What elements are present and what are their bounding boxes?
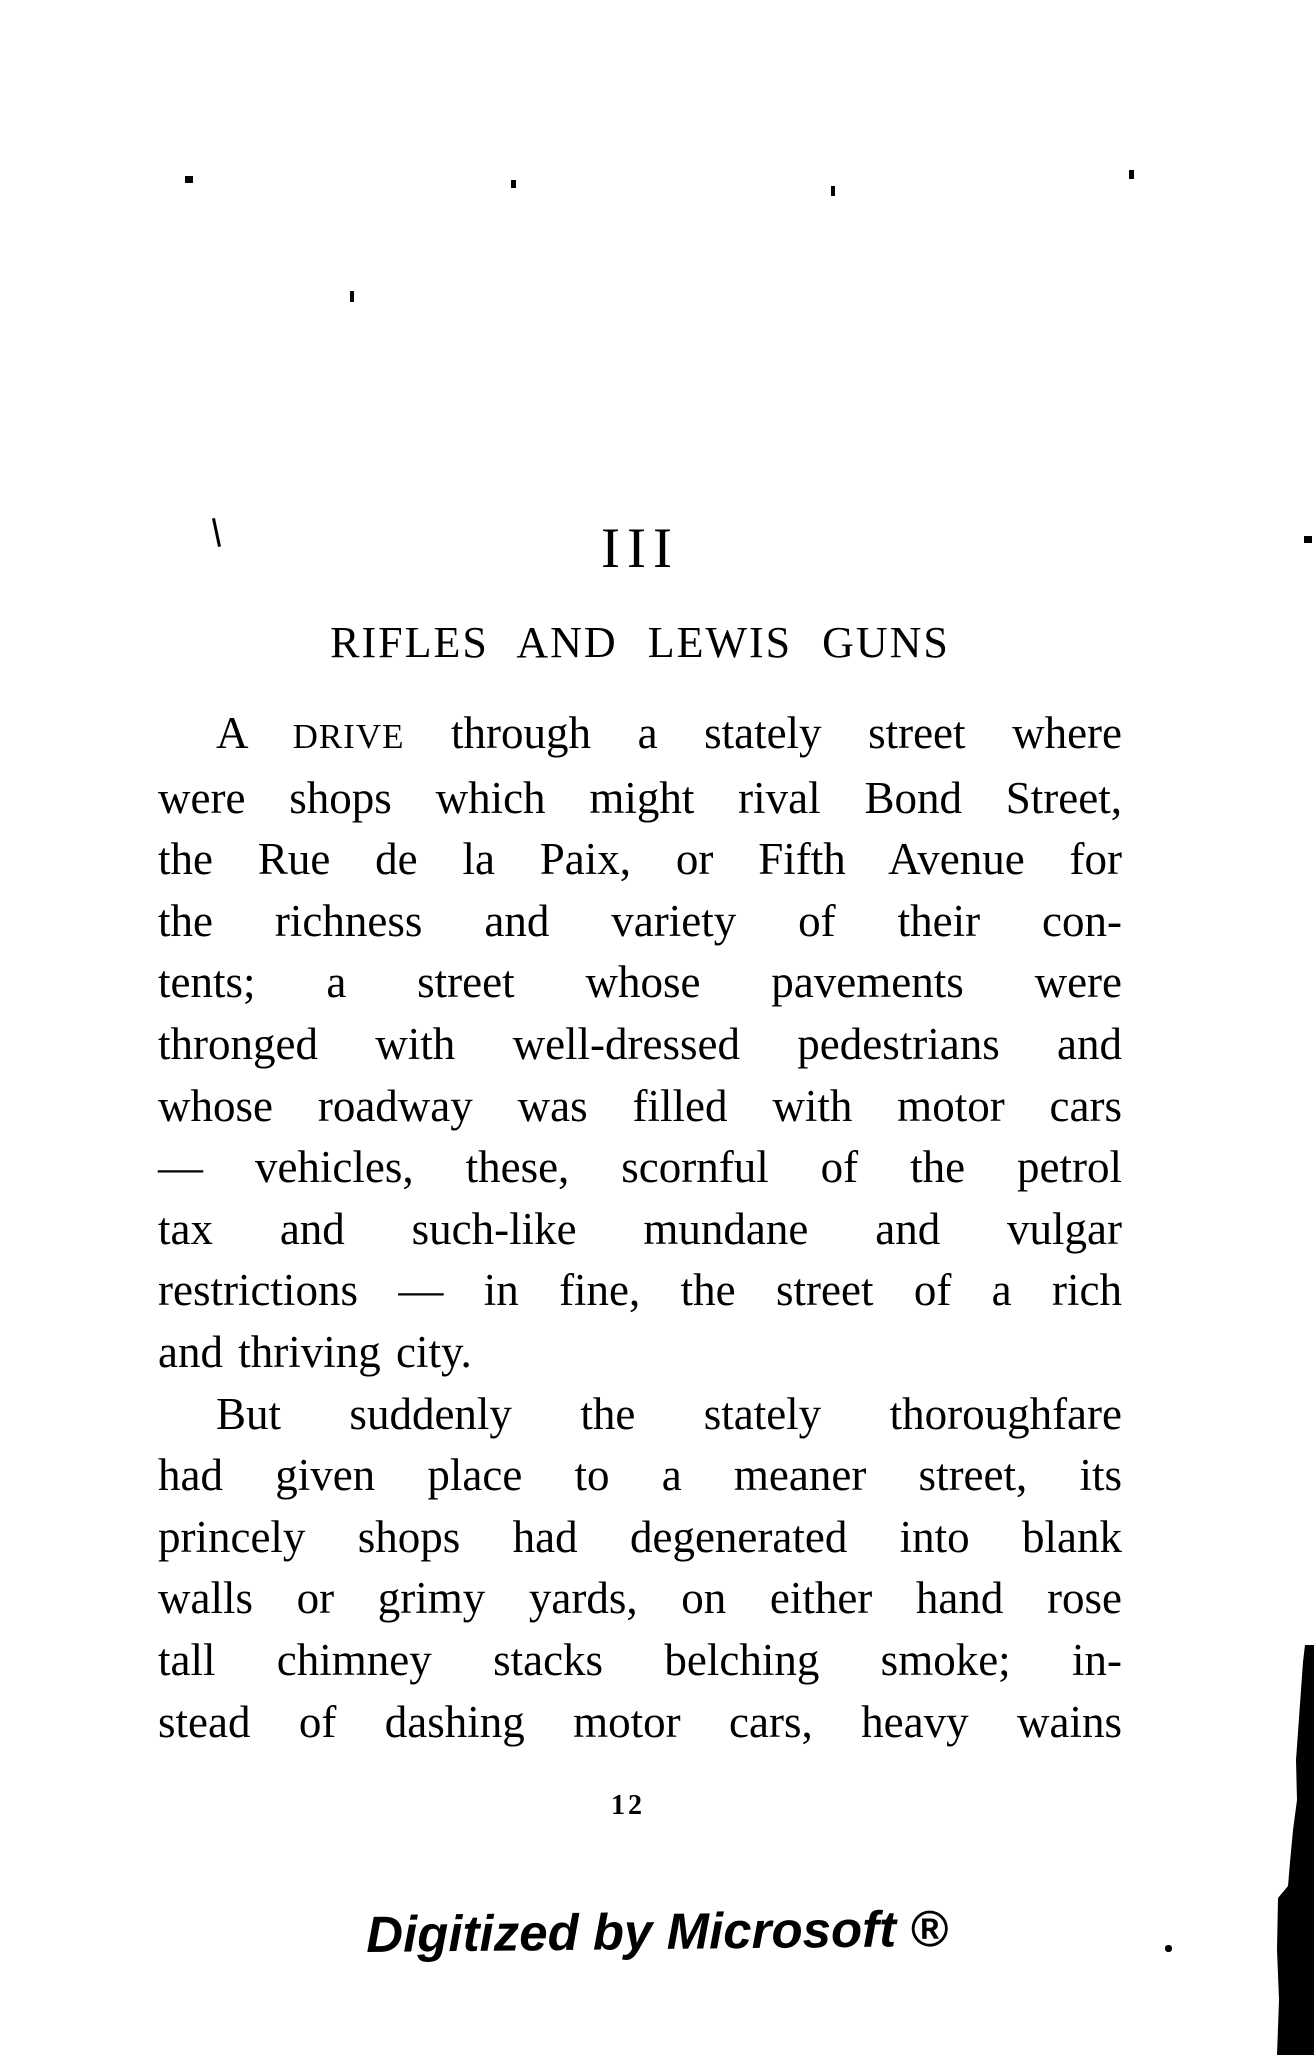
text-segment: walls or grimy yards, on either hand rose: [158, 1573, 1122, 1624]
text-line: [158, 1692, 1122, 1754]
text-segment: and thriving city.: [158, 1326, 472, 1377]
ink-speckle: [1129, 170, 1134, 179]
chapter-numeral: III: [601, 517, 679, 580]
text-line: [158, 1507, 1122, 1569]
ink-speckle: [185, 176, 193, 183]
text-line: [158, 891, 1122, 953]
body-text: [158, 703, 1122, 1753]
text-line: [158, 703, 1122, 768]
text-segment: — vehicles, these, scornful of the petrol: [158, 1142, 1122, 1193]
text-line: [158, 1076, 1122, 1138]
text-line: [158, 1260, 1122, 1322]
text-segment: stead of dashing motor cars, heavy wains: [158, 1696, 1122, 1747]
text-line: [158, 768, 1122, 830]
text-line: [158, 1322, 1122, 1384]
text-segment: tax and such-like mundane and vulgar: [158, 1203, 1122, 1254]
text-line: [158, 1630, 1122, 1692]
text-line: [158, 829, 1122, 891]
watermark-text: Digitized by Microsoft ®: [365, 1899, 949, 1964]
text-line: [158, 1137, 1122, 1199]
text-segment: tall chimney stacks belching smoke; in-: [158, 1634, 1122, 1685]
text-segment: the Rue de la Paix, or Fifth Avenue for: [158, 834, 1122, 885]
ink-speckle: [831, 186, 835, 196]
text-line: [158, 1014, 1122, 1076]
text-segment: thronged with well-dressed pedestrians and: [158, 1018, 1122, 1069]
ink-speckle: [350, 291, 354, 302]
text-line: [158, 1199, 1122, 1261]
text-segment: restrictions — in fine, the street of a rich: [158, 1265, 1122, 1316]
text-segment: tents; a street whose pavements were: [158, 957, 1122, 1008]
small-caps-word: DRIVE: [292, 717, 405, 756]
ink-speckle: [1304, 536, 1312, 543]
text-segment: were shops which might rival Bond Street,: [158, 772, 1122, 823]
text-segment: princely shops had degenerated into blank: [158, 1511, 1122, 1562]
text-segment: had given place to a meaner street, its: [158, 1450, 1122, 1501]
ink-speckle: [511, 180, 516, 188]
text-segment: the richness and variety of their con-: [158, 895, 1122, 946]
text-segment: whose roadway was filled with motor cars: [158, 1080, 1122, 1131]
text-line: [158, 952, 1122, 1014]
scan-edge-artifact: [1264, 1645, 1314, 2055]
text-line: [158, 1384, 1122, 1446]
text-segment: through a stately street where: [404, 708, 1122, 758]
text-line: [158, 1568, 1122, 1630]
text-segment: A: [216, 708, 293, 758]
page-number: 12: [611, 1790, 645, 1821]
text-segment: But suddenly the stately thoroughfare: [216, 1388, 1122, 1439]
text-line: [158, 1445, 1122, 1507]
chapter-title: RIFLES AND LEWIS GUNS: [330, 618, 950, 667]
